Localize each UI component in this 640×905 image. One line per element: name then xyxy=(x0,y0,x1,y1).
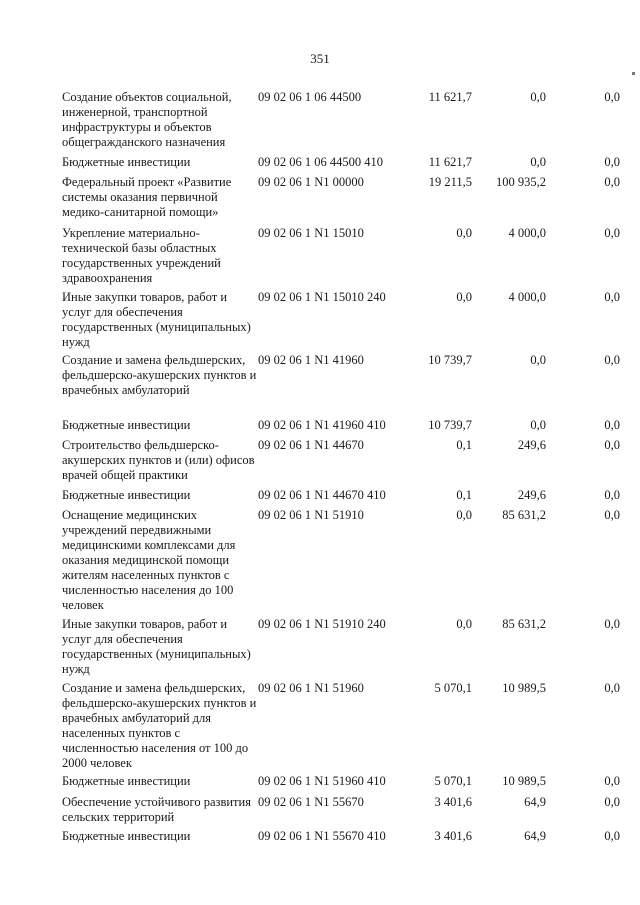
row-value-1: 0,1 xyxy=(456,438,472,452)
row-value-3: 0,0 xyxy=(604,290,620,304)
row-name: Оснащение медицинских учреждений передвижными медицинскими комплексами для оказания медицинской помощи жителям населенных пунктов с численностью населения до 100 человек xyxy=(62,508,236,612)
row-value-1: 0,0 xyxy=(456,290,472,304)
row-code: 09 02 06 1 N1 41960 xyxy=(258,353,364,367)
scan-mark xyxy=(632,72,635,75)
row-value-2: 249,6 xyxy=(517,438,546,452)
row-name: Создание объектов социальной, инженерной, транспортной инфраструктуры и объектов общегражданского назначения xyxy=(62,90,232,149)
row-value-2: 249,6 xyxy=(517,488,546,502)
row-value-2: 10 989,5 xyxy=(502,774,546,788)
row-value-2: 0,0 xyxy=(530,90,546,104)
row-value-3: 0,0 xyxy=(604,155,620,169)
row-value-1: 3 401,6 xyxy=(434,795,472,809)
row-value-3: 0,0 xyxy=(604,226,620,240)
row-value-2: 10 989,5 xyxy=(502,681,546,695)
row-value-1: 3 401,6 xyxy=(434,829,472,843)
row-value-2: 85 631,2 xyxy=(502,508,546,522)
row-value-2: 0,0 xyxy=(530,418,546,432)
row-name: Иные закупки товаров, работ и услуг для обеспечения государственных (муниципальных) нужд xyxy=(62,290,251,349)
row-value-3: 0,0 xyxy=(604,795,620,809)
row-name: Бюджетные инвестиции xyxy=(62,418,191,432)
row-value-2: 0,0 xyxy=(530,155,546,169)
row-value-3: 0,0 xyxy=(604,829,620,843)
row-value-3: 0,0 xyxy=(604,175,620,189)
row-value-2: 64,9 xyxy=(524,795,546,809)
row-value-3: 0,0 xyxy=(604,617,620,631)
row-code: 09 02 06 1 N1 55670 xyxy=(258,795,364,809)
row-value-3: 0,0 xyxy=(604,418,620,432)
row-value-1: 0,1 xyxy=(456,488,472,502)
row-code: 09 02 06 1 N1 51960 xyxy=(258,681,364,695)
row-value-1: 10 739,7 xyxy=(428,353,472,367)
row-code: 09 02 06 1 N1 41960 410 xyxy=(258,418,386,432)
row-value-1: 19 211,5 xyxy=(428,175,472,189)
row-value-2: 4 000,0 xyxy=(508,290,546,304)
row-value-3: 0,0 xyxy=(604,681,620,695)
row-name: Бюджетные инвестиции xyxy=(62,488,191,502)
row-name: Укрепление материально-технической базы областных государственных учреждений здравоохранения xyxy=(62,226,221,285)
row-value-2: 0,0 xyxy=(530,353,546,367)
row-name: Иные закупки товаров, работ и услуг для обеспечения государственных (муниципальных) нужд xyxy=(62,617,251,676)
row-code: 09 02 06 1 N1 51910 240 xyxy=(258,617,386,631)
row-value-3: 0,0 xyxy=(604,353,620,367)
row-code: 09 02 06 1 06 44500 xyxy=(258,90,362,104)
row-name: Федеральный проект «Развитие системы оказания первичной медико-санитарной помощи» xyxy=(62,175,232,219)
row-value-1: 0,0 xyxy=(456,226,472,240)
row-value-1: 5 070,1 xyxy=(434,681,472,695)
row-value-1: 10 739,7 xyxy=(428,418,472,432)
row-value-1: 5 070,1 xyxy=(434,774,472,788)
row-value-2: 85 631,2 xyxy=(502,617,546,631)
row-value-1: 11 621,7 xyxy=(428,155,472,169)
row-name: Создание и замена фельдшерских, фельдшерско-акушерских пунктов и врачебных амбулаторий xyxy=(62,353,257,397)
row-code: 09 02 06 1 N1 55670 410 xyxy=(258,829,386,843)
row-name: Бюджетные инвестиции xyxy=(62,829,191,843)
page-number: 351 xyxy=(310,51,330,66)
row-value-3: 0,0 xyxy=(604,488,620,502)
row-code: 09 02 06 1 N1 44670 410 xyxy=(258,488,386,502)
row-code: 09 02 06 1 N1 15010 xyxy=(258,226,364,240)
row-code: 09 02 06 1 N1 51960 410 xyxy=(258,774,386,788)
row-name: Бюджетные инвестиции xyxy=(62,774,191,788)
row-value-1: 11 621,7 xyxy=(428,90,472,104)
row-name: Строительство фельдшерско-акушерских пунктов и (или) офисов врачей общей практики xyxy=(62,438,255,482)
row-name: Создание и замена фельдшерских, фельдшерско-акушерских пунктов и врачебных амбулаторий для населенных пунктов с численностью населения от 100 до 2000 человек xyxy=(62,681,257,770)
row-value-1: 0,0 xyxy=(456,617,472,631)
row-code: 09 02 06 1 N1 51910 xyxy=(258,508,364,522)
row-value-2: 64,9 xyxy=(524,829,546,843)
row-name: Обеспечение устойчивого развития сельских территорий xyxy=(62,795,251,824)
row-value-3: 0,0 xyxy=(604,90,620,104)
row-value-2: 4 000,0 xyxy=(508,226,546,240)
row-value-3: 0,0 xyxy=(604,438,620,452)
row-value-3: 0,0 xyxy=(604,774,620,788)
row-value-2: 100 935,2 xyxy=(496,175,546,189)
row-value-1: 0,0 xyxy=(456,508,472,522)
row-code: 09 02 06 1 N1 44670 xyxy=(258,438,364,452)
row-code: 09 02 06 1 06 44500 410 xyxy=(258,155,383,169)
row-code: 09 02 06 1 N1 15010 240 xyxy=(258,290,386,304)
row-code: 09 02 06 1 N1 00000 xyxy=(258,175,364,189)
row-value-3: 0,0 xyxy=(604,508,620,522)
row-name: Бюджетные инвестиции xyxy=(62,155,191,169)
